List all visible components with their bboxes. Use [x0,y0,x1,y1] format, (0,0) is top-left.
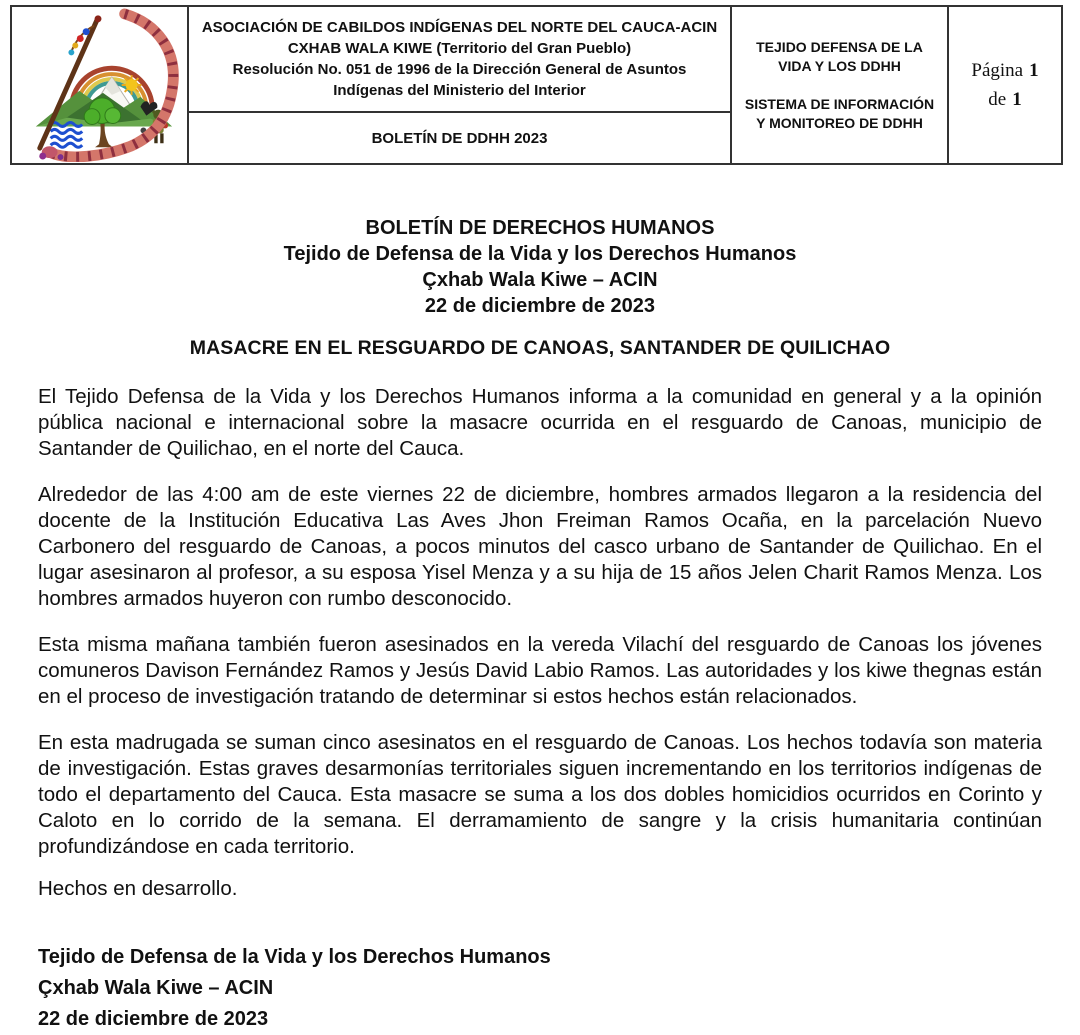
doc-title-line-4: 22 de diciembre de 2023 [424,295,656,317]
tejido-line-1: TEJIDO DEFENSA DE LA VIDA Y LOS DDHH [756,38,923,74]
org-line-3: Resolución No. 051 de 1996 de la Dirección General de Asuntos Indígenas del Ministerio del Interior [232,61,687,99]
page-word: Página [971,60,1024,81]
page-total: 1 [1012,89,1022,110]
signature-line-1: Tejido de Defensa de la Vida y los Derechos Humanos [38,946,551,968]
paragraph-2: Alrededor de las 4:00 am de este viernes 22 de diciembre, hombres armados llegaron a la residencia del docente de la Institución Educativa Las Aves Jhon Freiman Ramos Ocaña, en la parcelación Nuevo Carbonero del resguardo de Canoas, a pocos minutos del casco urbano de Santander de Quilichao. En el lugar asesinaron al profesor, a su esposa Yisel Menza y a su hija de 15 años Jelen Charit Ramos Menza. Los hombres armados huyeron con rumbo desconocido. [38,483,1042,610]
closing-line: Hechos en desarrollo. [38,877,238,900]
org-line-2: CXHAB WALA KIWE (Territorio del Gran Pueblo) [287,40,632,57]
tejido-line-2: SISTEMA DE INFORMACIÓN Y MONITOREO DE DDHH [744,95,935,131]
tejido-cell [730,7,947,163]
org-info [189,7,730,113]
document-title-block [38,215,1042,319]
org-cell [187,7,730,163]
page-of-word: de [988,89,1007,110]
page-indicator-line-2 [988,85,1021,114]
signature-line-2: Çxhab Wala Kiwe – ACIN [38,977,274,999]
logo-cell [12,7,187,163]
page-indicator-line-1 [971,56,1038,85]
doc-title-line-1: BOLETÍN DE DERECHOS HUMANOS [365,217,715,239]
paragraph-4: En esta madrugada se suman cinco asesinatos en el resguardo de Canoas. Los hechos todavía son materia de investigación. Estas graves desarmonías territoriales siguen incrementando en los territorios indígenas de todo el departamento del Cauca. Esta masacre se suma a los dos dobles homicidios ocurridos en Corinto y Caloto en lo corrido de la semana. El derramamiento de sangre y la crisis humanitaria continúan profundizándose en cada territorio. [38,731,1042,858]
page-indicator [947,7,1061,163]
org-line-1: ASOCIACIÓN DE CABILDOS INDÍGENAS DEL NORTE DEL CAUCA-ACIN [201,19,718,36]
acin-emblem-logo-icon [14,8,185,162]
header-table [10,5,1063,165]
headline: MASACRE EN EL RESGUARDO DE CANOAS, SANTANDER DE QUILICHAO [189,337,891,359]
doc-title-line-2: Tejido de Defensa de la Vida y los Derechos Humanos [283,243,797,265]
signature-block [38,942,1042,1035]
paragraph-3: Esta misma mañana también fueron asesinados en la vereda Vilachí del resguardo de Canoas los jóvenes comuneros Davison Fernández Ramos y Jesús David Labio Ramos. Las autoridades y los kiwe thegnas están en el proceso de investigación tratando de determinar si estos hechos están relacionados. [38,633,1042,708]
doc-title-line-3: Çxhab Wala Kiwe – ACIN [422,269,658,291]
paragraph-1: El Tejido Defensa de la Vida y los Derechos Humanos informa a la comunidad en general y a la opinión pública nacional e internacional sobre la masacre ocurrida en el resguardo de Canoas, municipio de Santander de Quilichao, en el norte del Cauca. [38,385,1042,460]
page-number: 1 [1029,60,1039,81]
signature-line-3: 22 de diciembre de 2023 [38,1008,269,1030]
bulletin-title: BOLETÍN DE DDHH 2023 [371,129,548,147]
document-body [38,384,1042,1035]
